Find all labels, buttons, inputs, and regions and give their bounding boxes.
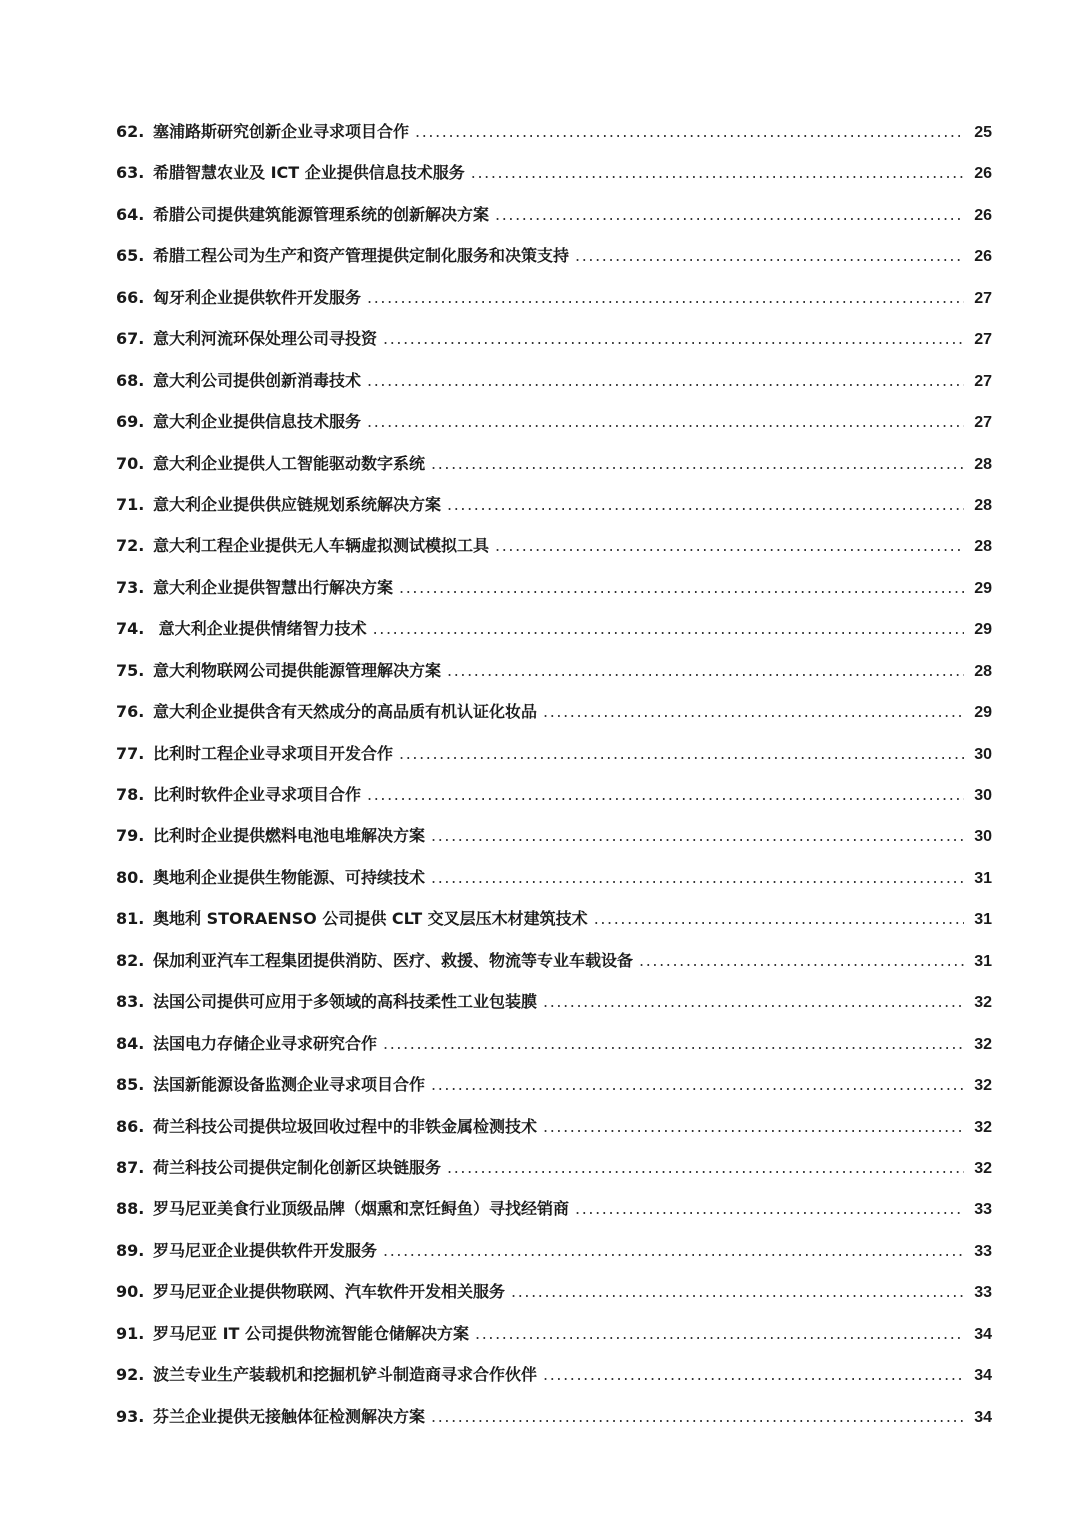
toc-entry-page-number: 28 [974,538,992,556]
toc-dot-leader [543,1354,964,1395]
toc-entry-page-number: 28 [974,496,992,514]
toc-entry[interactable] [116,152,992,193]
toc-entry-page-number: 33 [974,1242,992,1260]
toc-entry-number: 88. [116,1199,145,1219]
toc-entry-page-number: 33 [974,1201,992,1219]
toc-entry-title: 意大利企业提供含有天然成分的高品质有机认证化妆品 [153,702,538,722]
toc-entry-title: 希腊智慧农业及 ICT 企业提供信息技术服务 [153,163,465,183]
toc-entry-number: 85. [116,1075,145,1095]
toc-entry-title: 奥地利 STORAENSO 公司提供 CLT 交叉层压木材建筑技术 [153,909,588,929]
toc-entry-page-number: 31 [974,911,992,929]
toc-entry[interactable] [116,360,992,401]
toc-dot-leader [383,318,964,359]
toc-entry-number: 90. [116,1282,145,1302]
toc-entry-number: 66. [116,287,145,307]
toc-entry-title: 荷兰科技公司提供垃圾回收过程中的非铁金属检测技术 [153,1116,538,1136]
toc-entry-page-number: 26 [974,165,992,183]
toc-entry-number: 74. [116,619,145,639]
toc-dot-leader [383,1023,964,1064]
toc-entry[interactable] [116,277,992,318]
toc-entry-number: 70. [116,453,145,473]
toc-entry-number: 87. [116,1157,145,1177]
toc-dot-leader [511,1271,964,1312]
toc-entry-page-number: 34 [974,1367,992,1385]
toc-dot-leader [475,1313,964,1354]
toc-entry-number: 76. [116,702,145,722]
toc-entry-number: 63. [116,163,145,183]
toc-dot-leader [431,1396,964,1437]
toc-entry-title: 波兰专业生产装载机和挖掘机铲斗制造商寻求合作伙伴 [153,1365,538,1385]
toc-dot-leader [383,1230,964,1271]
toc-entry[interactable] [116,981,992,1022]
toc-entry-number: 77. [116,743,145,763]
toc-entry-page-number: 31 [974,869,992,887]
toc-entry-page-number: 33 [974,1284,992,1302]
toc-entry-number: 65. [116,246,145,266]
toc-entry[interactable] [116,1147,992,1188]
toc-dot-leader [543,691,964,732]
toc-entry-page-number: 27 [974,289,992,307]
toc-entry[interactable] [116,1354,992,1395]
toc-entry[interactable] [116,111,992,152]
toc-entry-page-number: 30 [974,828,992,846]
toc-entry-number: 80. [116,867,145,887]
toc-dot-leader [495,194,964,235]
toc-dot-leader [415,111,964,152]
toc-entry-page-number: 28 [974,455,992,473]
toc-entry-title: 意大利企业提供信息技术服务 [153,412,362,432]
toc-entry-page-number: 30 [974,787,992,804]
toc-entry[interactable] [116,1396,992,1437]
toc-entry[interactable] [116,650,992,691]
toc-entry-number: 71. [116,494,145,514]
toc-entry-page-number: 26 [974,248,992,266]
toc-entry-title: 法国电力存储企业寻求研究合作 [153,1033,378,1053]
toc-entry-page-number: 34 [974,1325,992,1343]
toc-entry-page-number: 32 [974,994,992,1012]
toc-entry-page-number: 29 [974,704,992,722]
toc-entry-number: 91. [116,1323,145,1343]
toc-entry-title: 匈牙利企业提供软件开发服务 [153,287,362,307]
toc-entry-title: 罗马尼亚 IT 公司提供物流智能仓储解决方案 [153,1323,470,1343]
toc-entry-title: 法国新能源设备监测企业寻求项目合作 [153,1075,426,1095]
toc-entry-title: 比利时软件企业寻求项目合作 [153,785,362,804]
toc-entry[interactable] [116,898,992,939]
toc-entry-number: 83. [116,992,145,1012]
toc-entry-page-number: 32 [974,1035,992,1053]
toc-entry-title: 奥地利企业提供生物能源、可持续技术 [153,867,426,887]
toc-dot-leader [543,981,964,1022]
toc-entry[interactable] [116,1064,992,1105]
toc-entry-title: 意大利企业提供智慧出行解决方案 [153,577,394,597]
toc-entry-number: 81. [116,909,145,929]
toc-entry-title: 法国公司提供可应用于多领域的高科技柔性工业包装膜 [153,992,538,1012]
toc-dot-leader [367,360,964,401]
toc-entry-page-number: 32 [974,1118,992,1136]
toc-entry-number: 86. [116,1116,145,1136]
toc-entry-page-number: 27 [974,372,992,390]
toc-dot-leader [431,443,964,484]
toc-entry-page-number: 26 [974,206,992,224]
toc-entry-number: 89. [116,1240,145,1260]
toc-dot-leader [447,484,964,525]
toc-entry-number: 93. [116,1406,145,1426]
toc-entry[interactable] [116,401,992,442]
toc-entry-title: 意大利企业提供供应链规划系统解决方案 [153,494,442,514]
toc-entry-number: 79. [116,826,145,846]
toc-entry-page-number: 29 [974,579,992,597]
toc-entry-number: 92. [116,1365,145,1385]
toc-entry-number: 84. [116,1033,145,1053]
toc-entry[interactable] [116,774,992,815]
toc-entry-title: 塞浦路斯研究创新企业寻求项目合作 [153,122,410,141]
toc-entry-page-number: 32 [974,1077,992,1095]
toc-entry[interactable] [116,567,992,608]
toc-dot-leader [495,525,964,566]
toc-entry-title: 比利时工程企业寻求项目开发合作 [153,743,394,763]
toc-dot-leader [431,857,964,898]
toc-entry-title: 意大利物联网公司提供能源管理解决方案 [153,660,442,680]
toc-entry[interactable] [116,1106,992,1147]
toc-entry-number: 62. [116,122,145,141]
toc-entry-number: 82. [116,950,145,970]
toc-entry-title: 希腊公司提供建筑能源管理系统的创新解决方案 [153,204,490,224]
toc-dot-leader [471,152,964,193]
toc-entry-page-number: 27 [974,414,992,432]
toc-entry-number: 75. [116,660,145,680]
toc-entry[interactable] [116,1023,992,1064]
toc-entry-number: 67. [116,329,145,349]
toc-entry[interactable] [116,1230,992,1271]
toc-entry[interactable] [116,815,992,856]
toc-entry-title: 罗马尼亚企业提供物联网、汽车软件开发相关服务 [153,1282,506,1302]
toc-entry-title: 意大利企业提供人工智能驱动数字系统 [153,453,426,473]
toc-entry-title: 希腊工程公司为生产和资产管理提供定制化服务和决策支持 [153,246,570,266]
toc-dot-leader [639,940,964,981]
toc-entry[interactable] [116,443,992,484]
toc-entry-number: 72. [116,536,145,556]
toc-entry-title: 罗马尼亚美食行业顶级品牌（烟熏和烹饪鲟鱼）寻找经销商 [153,1199,570,1219]
toc-entry-title: 比利时企业提供燃料电池电堆解决方案 [153,826,426,846]
toc-dot-leader [367,277,964,318]
toc-dot-leader [431,815,964,856]
toc-entry-title: 意大利河流环保处理公司寻投资 [153,329,378,349]
toc-dot-leader [367,774,964,815]
toc-entry[interactable] [116,733,992,774]
toc-entry-title: 意大利工程企业提供无人车辆虚拟测试模拟工具 [153,536,490,556]
toc-dot-leader [399,567,964,608]
toc-entry-page-number: 27 [974,331,992,349]
toc-entry-title: 荷兰科技公司提供定制化创新区块链服务 [153,1157,442,1177]
toc-dot-leader [447,1147,964,1188]
toc-entry[interactable] [116,691,992,732]
toc-entry-number: 78. [116,785,145,804]
toc-dot-leader [594,898,964,939]
toc-entry-page-number: 32 [974,1159,992,1177]
toc-dot-leader [575,1188,964,1229]
toc-entry[interactable] [116,1313,992,1354]
toc-dot-leader [373,608,964,649]
toc-entry[interactable] [116,318,992,359]
toc-entry-page-number: 34 [974,1408,992,1426]
toc-entry-number: 69. [116,412,145,432]
toc-dot-leader [367,401,964,442]
toc-entry[interactable] [116,608,992,649]
toc-entry-number: 68. [116,370,145,390]
toc-dot-leader [399,733,964,774]
toc-entry[interactable] [116,1271,992,1312]
toc-entry[interactable] [116,940,992,981]
toc-entry-number: 64. [116,204,145,224]
toc-entry-page-number: 30 [974,745,992,763]
toc-entry-title: 保加利亚汽车工程集团提供消防、医疗、救援、物流等专业车载设备 [153,950,634,970]
toc-entry[interactable] [116,1188,992,1229]
toc-entry[interactable] [116,525,992,566]
toc-entry-number: 73. [116,577,145,597]
toc-entry-title: 芬兰企业提供无接触体征检测解决方案 [153,1406,426,1426]
toc-entry[interactable] [116,194,992,235]
toc-entry-title: 意大利企业提供情绪智力技术 [153,619,367,639]
toc-entry-title: 罗马尼亚企业提供软件开发服务 [153,1240,378,1260]
toc-entry[interactable] [116,484,992,525]
toc-entry-page-number: 28 [974,662,992,680]
toc-entry[interactable] [116,235,992,276]
toc-entry-page-number: 29 [974,621,992,639]
toc-entry[interactable] [116,857,992,898]
toc-dot-leader [431,1064,964,1105]
table-of-contents [116,111,992,1437]
toc-entry-title: 意大利公司提供创新消毒技术 [153,370,362,390]
toc-entry-page-number: 25 [974,124,992,141]
toc-entry-page-number: 31 [974,952,992,970]
toc-dot-leader [543,1106,964,1147]
toc-dot-leader [575,235,964,276]
toc-dot-leader [447,650,964,691]
